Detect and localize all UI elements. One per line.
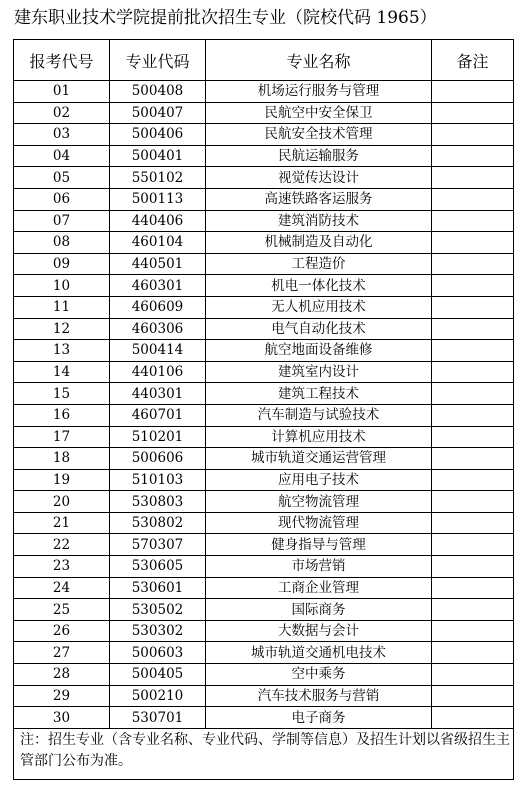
major-name-cell: 大数据与会计 (206, 620, 432, 642)
major-code-cell: 440106 (110, 361, 206, 383)
remarks-cell (432, 469, 514, 491)
majors-table (13, 39, 514, 780)
table-row (14, 685, 514, 707)
table-row (14, 620, 514, 642)
major-name-cell: 国际商务 (206, 599, 432, 621)
major-code-cell: 440501 (110, 253, 206, 275)
major-code-cell: 500408 (110, 81, 206, 103)
major-code-cell: 500414 (110, 340, 206, 362)
remarks-cell (432, 361, 514, 383)
major-name-cell: 汽车技术服务与营销 (206, 685, 432, 707)
remarks-cell (432, 426, 514, 448)
major-name-cell: 民航安全技术管理 (206, 124, 432, 146)
major-name-cell: 工商企业管理 (206, 577, 432, 599)
table-row (14, 253, 514, 275)
major-name-cell: 城市轨道交通运营管理 (206, 448, 432, 470)
major-name-cell: 工程造价 (206, 253, 432, 275)
table-body (14, 81, 514, 729)
remarks-cell (432, 512, 514, 534)
application-code-cell: 12 (14, 318, 110, 340)
major-name-cell: 机场运行服务与管理 (206, 81, 432, 103)
application-code-cell: 10 (14, 275, 110, 297)
table-row (14, 296, 514, 318)
remarks-cell (432, 620, 514, 642)
remarks-cell (432, 577, 514, 599)
major-name-cell: 无人机应用技术 (206, 296, 432, 318)
major-code-cell: 530701 (110, 707, 206, 729)
major-code-cell: 500210 (110, 685, 206, 707)
major-name-cell: 视觉传达设计 (206, 167, 432, 189)
major-code-cell: 500407 (110, 102, 206, 124)
major-name-cell: 机电一体化技术 (206, 275, 432, 297)
major-name-cell: 机械制造及自动化 (206, 232, 432, 254)
table-row (14, 81, 514, 103)
major-name-cell: 航空地面设备维修 (206, 340, 432, 362)
application-code-cell: 28 (14, 664, 110, 686)
page-title: 建东职业技术学院提前批次招生专业（院校代码 1965） (14, 8, 437, 28)
major-code-cell: 500401 (110, 145, 206, 167)
remarks-cell (432, 124, 514, 146)
major-code-cell: 530605 (110, 556, 206, 578)
table-row (14, 145, 514, 167)
major-name-cell: 应用电子技术 (206, 469, 432, 491)
major-code-cell: 500603 (110, 642, 206, 664)
major-name-cell: 电气自动化技术 (206, 318, 432, 340)
header-major-name: 专业名称 (206, 40, 432, 81)
table-row (14, 707, 514, 729)
application-code-cell: 23 (14, 556, 110, 578)
remarks-cell (432, 275, 514, 297)
remarks-cell (432, 556, 514, 578)
major-name-cell: 空中乘务 (206, 664, 432, 686)
application-code-cell: 16 (14, 404, 110, 426)
table-row (14, 124, 514, 146)
application-code-cell: 06 (14, 188, 110, 210)
remarks-cell (432, 102, 514, 124)
application-code-cell: 04 (14, 145, 110, 167)
major-code-cell: 500113 (110, 188, 206, 210)
table-row (14, 577, 514, 599)
table-row (14, 383, 514, 405)
application-code-cell: 24 (14, 577, 110, 599)
major-code-cell: 530502 (110, 599, 206, 621)
application-code-cell: 13 (14, 340, 110, 362)
table-header-row (14, 40, 514, 81)
table-row (14, 556, 514, 578)
footnote-row (14, 728, 514, 779)
table-row (14, 340, 514, 362)
remarks-cell (432, 318, 514, 340)
application-code-cell: 29 (14, 685, 110, 707)
major-code-cell: 510103 (110, 469, 206, 491)
major-name-cell: 健身指导与管理 (206, 534, 432, 556)
remarks-cell (432, 253, 514, 275)
table-row (14, 426, 514, 448)
major-name-cell: 航空物流管理 (206, 491, 432, 513)
major-code-cell: 460301 (110, 275, 206, 297)
application-code-cell: 05 (14, 167, 110, 189)
table-row (14, 404, 514, 426)
major-name-cell: 电子商务 (206, 707, 432, 729)
table-row (14, 642, 514, 664)
major-code-cell: 460609 (110, 296, 206, 318)
major-name-cell: 建筑消防技术 (206, 210, 432, 232)
major-name-cell: 市场营销 (206, 556, 432, 578)
table-row (14, 599, 514, 621)
major-name-cell: 城市轨道交通机电技术 (206, 642, 432, 664)
table-row (14, 448, 514, 470)
application-code-cell: 20 (14, 491, 110, 513)
table-row (14, 275, 514, 297)
remarks-cell (432, 642, 514, 664)
major-name-cell: 民航空中安全保卫 (206, 102, 432, 124)
remarks-cell (432, 145, 514, 167)
major-code-cell: 500406 (110, 124, 206, 146)
application-code-cell: 21 (14, 512, 110, 534)
application-code-cell: 27 (14, 642, 110, 664)
application-code-cell: 07 (14, 210, 110, 232)
application-code-cell: 18 (14, 448, 110, 470)
application-code-cell: 19 (14, 469, 110, 491)
major-code-cell: 550102 (110, 167, 206, 189)
table-row (14, 361, 514, 383)
application-code-cell: 08 (14, 232, 110, 254)
major-code-cell: 530802 (110, 512, 206, 534)
major-name-cell: 建筑工程技术 (206, 383, 432, 405)
major-code-cell: 460104 (110, 232, 206, 254)
major-name-cell: 高速铁路客运服务 (206, 188, 432, 210)
application-code-cell: 14 (14, 361, 110, 383)
table-row (14, 102, 514, 124)
major-code-cell: 440406 (110, 210, 206, 232)
remarks-cell (432, 210, 514, 232)
remarks-cell (432, 296, 514, 318)
remarks-cell (432, 707, 514, 729)
remarks-cell (432, 167, 514, 189)
major-code-cell: 460306 (110, 318, 206, 340)
remarks-cell (432, 232, 514, 254)
major-name-cell: 汽车制造与试验技术 (206, 404, 432, 426)
major-code-cell: 530302 (110, 620, 206, 642)
table-row (14, 167, 514, 189)
remarks-cell (432, 599, 514, 621)
major-code-cell: 500405 (110, 664, 206, 686)
remarks-cell (432, 534, 514, 556)
application-code-cell: 26 (14, 620, 110, 642)
major-name-cell: 现代物流管理 (206, 512, 432, 534)
table-row (14, 210, 514, 232)
header-application-code: 报考代号 (14, 40, 110, 81)
major-code-cell: 530601 (110, 577, 206, 599)
major-code-cell: 510201 (110, 426, 206, 448)
application-code-cell: 09 (14, 253, 110, 275)
table-row (14, 232, 514, 254)
major-code-cell: 570307 (110, 534, 206, 556)
remarks-cell (432, 404, 514, 426)
major-code-cell: 530803 (110, 491, 206, 513)
footnote: 注：招生专业（含专业名称、专业代码、学制等信息）及招生计划以省级招生主管部门公布为准。 (14, 728, 514, 779)
remarks-cell (432, 81, 514, 103)
table-row (14, 491, 514, 513)
table-row (14, 318, 514, 340)
remarks-cell (432, 448, 514, 470)
application-code-cell: 01 (14, 81, 110, 103)
application-code-cell: 03 (14, 124, 110, 146)
header-remarks: 备注 (432, 40, 514, 81)
major-code-cell: 440301 (110, 383, 206, 405)
application-code-cell: 22 (14, 534, 110, 556)
remarks-cell (432, 340, 514, 362)
application-code-cell: 11 (14, 296, 110, 318)
remarks-cell (432, 685, 514, 707)
application-code-cell: 15 (14, 383, 110, 405)
header-major-code: 专业代码 (110, 40, 206, 81)
table-row (14, 664, 514, 686)
remarks-cell (432, 491, 514, 513)
table-row (14, 188, 514, 210)
application-code-cell: 02 (14, 102, 110, 124)
application-code-cell: 25 (14, 599, 110, 621)
remarks-cell (432, 664, 514, 686)
major-code-cell: 460701 (110, 404, 206, 426)
application-code-cell: 17 (14, 426, 110, 448)
major-code-cell: 500606 (110, 448, 206, 470)
table-row (14, 534, 514, 556)
major-name-cell: 计算机应用技术 (206, 426, 432, 448)
major-name-cell: 建筑室内设计 (206, 361, 432, 383)
application-code-cell: 30 (14, 707, 110, 729)
table-row (14, 469, 514, 491)
major-name-cell: 民航运输服务 (206, 145, 432, 167)
remarks-cell (432, 188, 514, 210)
table-row (14, 512, 514, 534)
remarks-cell (432, 383, 514, 405)
